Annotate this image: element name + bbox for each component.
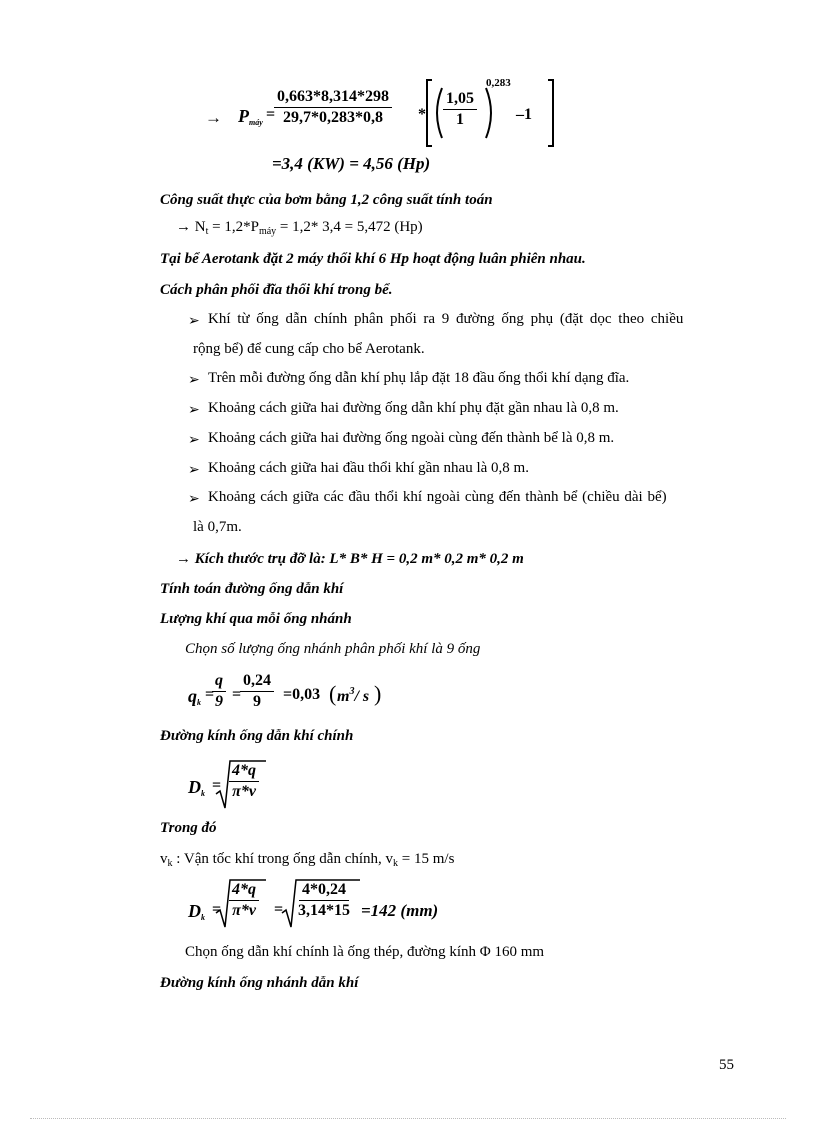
- exponent: 0,283: [486, 77, 511, 89]
- qk-symbol: $q_k$: [188, 686, 201, 707]
- minus-one: –1: [516, 106, 532, 123]
- qk-unit: $m^3/$ s: [337, 686, 370, 705]
- bullet-6-line-1: Khoảng cách giữa các đầu thổi khí ngoài cùng đến thành bể (chiều dài bể): [208, 489, 667, 505]
- qk-f2-denominator: 9: [253, 693, 261, 710]
- line-cach-phan-phoi: Cách phân phối đĩa thổi khí trong bể.: [160, 282, 393, 298]
- unit-paren-close: ): [374, 681, 382, 706]
- line-vk: $v_k$ : Vận tốc khí trong ống dẫn chính, $v_k = 15$ m/s: [160, 851, 455, 869]
- line-aerotank: Tại bể Aerotank đặt 2 máy thổi khí 6 Hp hoạt động luân phiên nhau.: [160, 251, 586, 267]
- arrow-icon: →: [205, 108, 222, 127]
- heading-duong-kinh-nhanh: Đường kính ống nhánh dẫn khí: [160, 975, 359, 991]
- dk2-result: =142 (mm): [361, 901, 439, 920]
- heading-trong-do: Trong đó: [160, 820, 217, 836]
- equals-sign: =: [266, 106, 276, 123]
- equals-sign: =: [205, 686, 215, 703]
- unit-paren-open: (: [329, 681, 337, 706]
- page-number: 55: [719, 1057, 734, 1073]
- line-chon-ong: Chọn ống dẫn khí chính là ống thép, đường kính Φ 160 mm: [185, 944, 545, 960]
- inner-fraction: [443, 90, 477, 129]
- page-bottom-rule: [30, 1118, 786, 1119]
- dk1-denominator: π*v: [232, 783, 256, 800]
- dk1-fraction: [229, 762, 259, 801]
- qk-f2-numerator: 0,24: [240, 672, 274, 692]
- bullet-1-line-2: rộng bể) để cung cấp cho bể Aerotank.: [193, 341, 425, 357]
- qk-fraction-1: [212, 672, 226, 711]
- dk2-fraction-2: [295, 881, 353, 920]
- dk2-fraction-1: [229, 881, 259, 920]
- dk1-numerator: 4*q: [229, 762, 259, 782]
- p-may-result: =3,4 (KW) = 4,56 (Hp): [272, 154, 431, 173]
- dk-symbol: $D_k$: [188, 777, 205, 798]
- bullet-2-line-1: Trên mỗi đường ống dẫn khí phụ lắp đặt 18 đầu ống thổi khí dạng đĩa.: [208, 370, 630, 386]
- dk2-f2-denominator: 3,14*15: [298, 902, 350, 919]
- fraction-numerator: 0,663*8,314*298: [274, 88, 392, 108]
- fraction-denominator: 29,7*0,283*0,8: [283, 109, 383, 126]
- bullet-arrow-icon: ➢: [188, 314, 200, 329]
- equals-sign: =: [212, 777, 222, 794]
- qk-f1-denominator: 9: [215, 693, 223, 710]
- dk2-f2-numerator: 4*0,24: [299, 881, 349, 901]
- bullet-5-line-1: Khoảng cách giữa hai đầu thổi khí gần nhau là 0,8 m.: [208, 460, 529, 476]
- bullet-1-line-1: Khí từ ống dẫn chính phân phối ra 9 đường ống phụ (đặt dọc theo chiều: [208, 311, 684, 327]
- qk-f1-numerator: q: [212, 672, 226, 692]
- dk-symbol: $D_k$: [188, 901, 205, 922]
- times-sign: *: [418, 106, 426, 123]
- line-cong-suat: Công suất thực của bơm bằng 1,2 công suất tính toán: [160, 192, 493, 208]
- line-nt: → $N_t = 1,2*P_{máy} = 1,2*$ 3,4 = 5,472 (Hp): [176, 219, 423, 237]
- inner-numerator: 1,05: [443, 90, 477, 110]
- qk-fraction-2: [240, 672, 274, 711]
- main-fraction: [274, 88, 392, 127]
- line-kich-thuoc: → Kích thước trụ đỡ là: L* B* H = 0,2 m* 0,2 m* 0,2 m: [176, 551, 524, 567]
- bullet-arrow-icon: ➢: [188, 403, 200, 418]
- dk2-f1-numerator: 4*q: [229, 881, 259, 901]
- dk2-f1-denominator: π*v: [232, 902, 256, 919]
- bullet-arrow-icon: ➢: [188, 373, 200, 388]
- equals-sign: =: [212, 901, 222, 918]
- line-chon-so-luong: Chọn số lượng ống nhánh phân phối khí là 9 ống: [185, 641, 481, 657]
- bullet-arrow-icon: ➢: [188, 492, 200, 507]
- heading-duong-kinh-chinh: Đường kính ống dẫn khí chính: [160, 728, 354, 744]
- bullet-arrow-icon: ➢: [188, 433, 200, 448]
- heading-luong-khi: Lượng khí qua mỗi ống nhánh: [160, 611, 352, 627]
- qk-result: =0,03: [283, 686, 321, 703]
- heading-tinh-toan: Tính toán đường ống dẫn khí: [160, 581, 344, 597]
- bullet-arrow-icon: ➢: [188, 463, 200, 478]
- equals-sign: =: [274, 901, 284, 918]
- equals-sign: =: [232, 686, 242, 703]
- bullet-6-line-2: là 0,7m.: [193, 519, 242, 535]
- inner-denominator: 1: [456, 111, 464, 128]
- bullet-3-line-1: Khoảng cách giữa hai đường ống dẫn khí phụ đặt gần nhau là 0,8 m.: [208, 400, 619, 416]
- p-symbol: $P_{máy}$: [238, 106, 263, 127]
- bullet-4-line-1: Khoảng cách giữa hai đường ống ngoài cùng đến thành bể là 0,8 m.: [208, 430, 615, 446]
